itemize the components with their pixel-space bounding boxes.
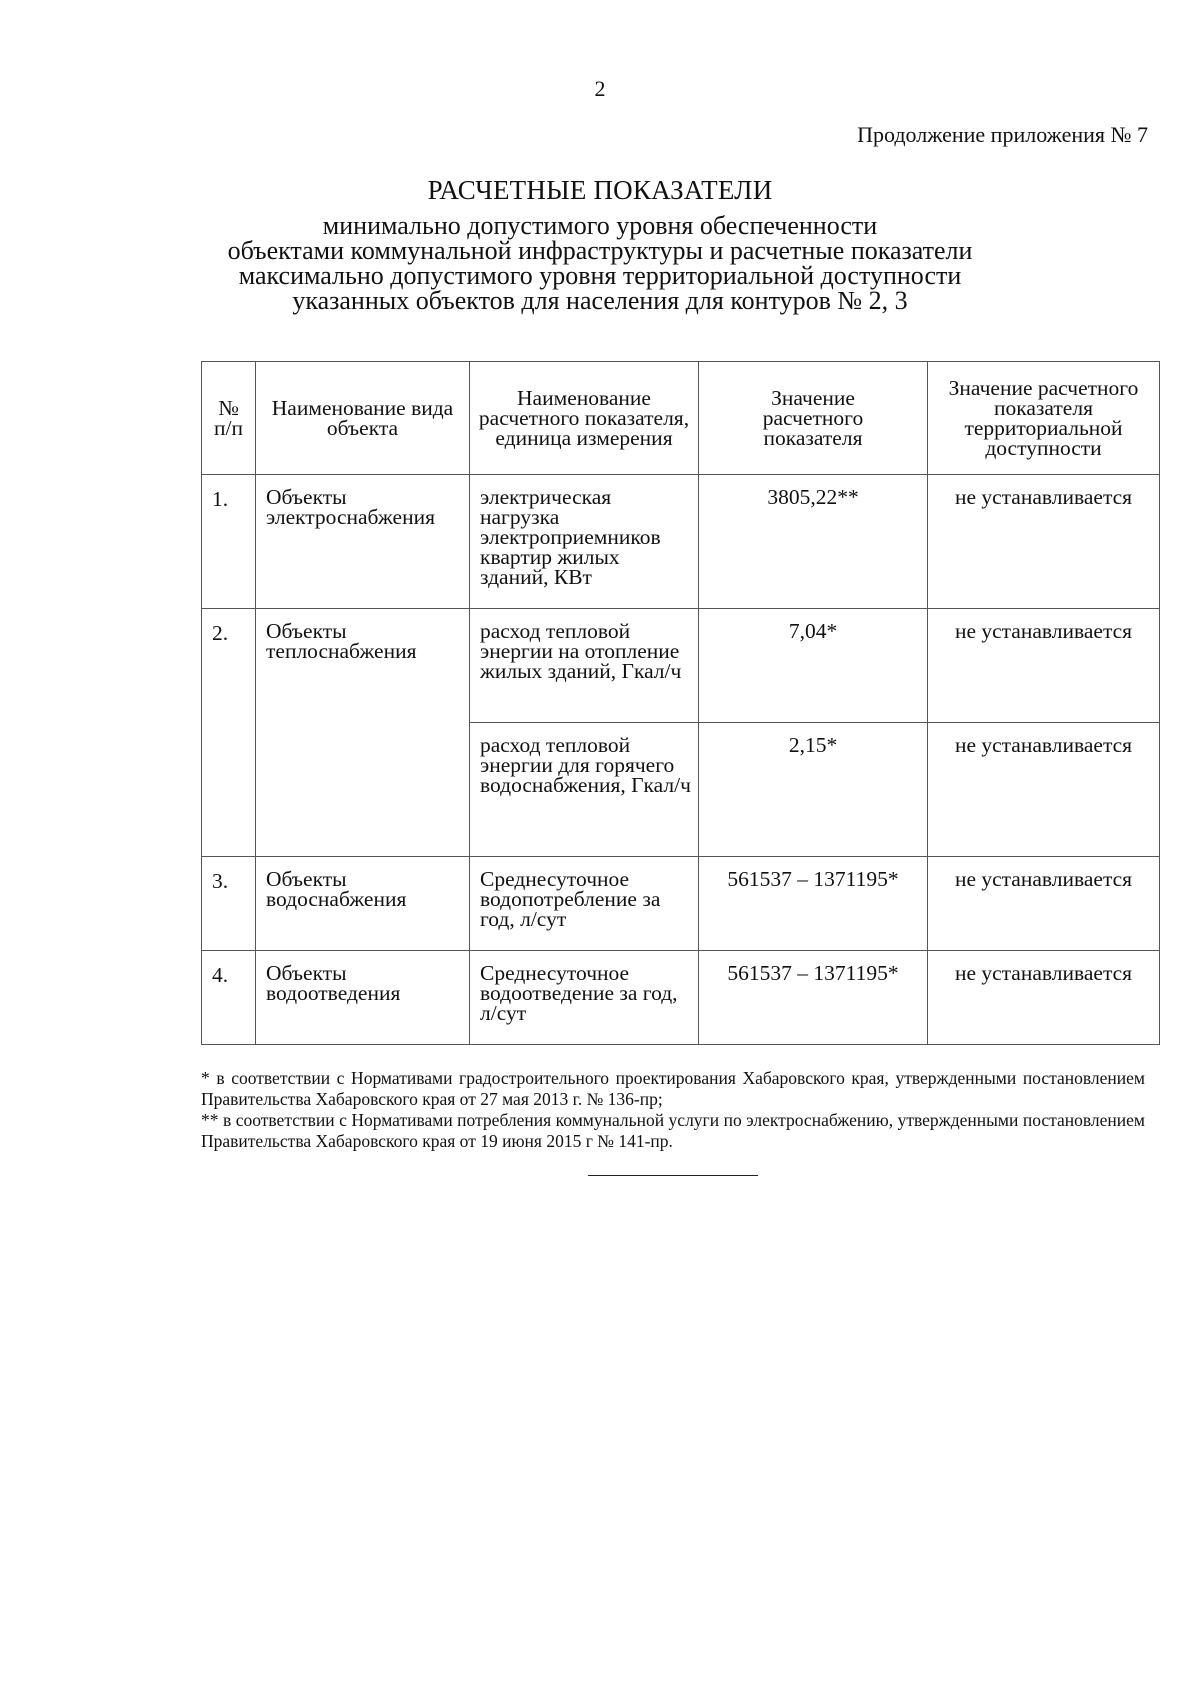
header-accessibility-value: Значение расчетного показателя территориальной доступности <box>928 362 1160 475</box>
indicator-value: 2,15* <box>699 723 928 857</box>
accessibility-value: не устанавливается <box>928 723 1160 857</box>
header-indicator-value: Значение расчетного показателя <box>699 362 928 475</box>
footnote: ** в соответствии с Нормативами потребления коммунальной услуги по электроснабжению, утвержденными постановлением Правительства Хабаровского края от 19 июня 2015 г № 141-пр. <box>201 1110 1145 1151</box>
object-type: Объекты электроснабжения <box>256 475 470 609</box>
subtitle-line: указанных объектов для населения для контуров № 2, 3 <box>292 286 908 315</box>
accessibility-value: не устанавливается <box>928 475 1160 609</box>
row-number: 3. <box>202 857 256 951</box>
object-type: Объекты водоотведения <box>256 951 470 1045</box>
header-indicator-name: Наименование расчетного показателя, единица измерения <box>470 362 699 475</box>
object-type: Объекты водоснабжения <box>256 857 470 951</box>
accessibility-value: не устанавливается <box>928 857 1160 951</box>
footnote: * в соответствии с Нормативами градостроительного проектирования Хабаровского края, утвержденными постановлением Правительства Хабаровского края от 27 мая 2013 г. № 136-пр; <box>201 1068 1145 1109</box>
indicator-name: Среднесуточное водопотребление за год, л/сут <box>470 857 699 951</box>
appendix-note: Продолжение приложения № 7 <box>857 122 1148 147</box>
indicator-value: 7,04* <box>699 609 928 723</box>
table-header-row <box>202 362 1160 475</box>
accessibility-value: не устанавливается <box>928 951 1160 1045</box>
document-subtitle <box>0 213 1200 313</box>
document-title: РАСЧЕТНЫЕ ПОКАЗАТЕЛИ <box>427 175 773 205</box>
indicators-table <box>201 361 1160 1045</box>
indicator-value: 3805,22** <box>699 475 928 609</box>
page-number: 2 <box>594 76 606 101</box>
indicator-value: 561537 – 1371195* <box>699 951 928 1045</box>
row-number: 1. <box>202 475 256 609</box>
indicator-name: электрическая нагрузка электроприемников квартир жилых зданий, КВт <box>470 475 699 609</box>
table-row <box>202 475 1160 609</box>
subtitle-line: максимально допустимого уровня территориальной доступности <box>238 261 962 290</box>
end-divider <box>588 1175 758 1176</box>
header-object-type: Наименование вида объекта <box>256 362 470 475</box>
subtitle-line: минимально допустимого уровня обеспеченности <box>322 211 878 240</box>
indicator-name: расход тепловой энергии для горячего водоснабжения, Гкал/ч <box>470 723 699 857</box>
object-type: Объекты теплоснабжения <box>256 609 470 857</box>
table-row <box>202 951 1160 1045</box>
indicator-name: Среднесуточное водоотведение за год, л/сут <box>470 951 699 1045</box>
indicator-name: расход тепловой энергии на отопление жилых зданий, Гкал/ч <box>470 609 699 723</box>
table-row <box>202 857 1160 951</box>
footnotes <box>201 1068 1145 1152</box>
accessibility-value: не устанавливается <box>928 609 1160 723</box>
row-number: 4. <box>202 951 256 1045</box>
indicator-value: 561537 – 1371195* <box>699 857 928 951</box>
row-number: 2. <box>202 609 256 857</box>
table-row <box>202 609 1160 723</box>
header-number: № п/п <box>202 362 256 475</box>
subtitle-line: объектами коммунальной инфраструктуры и расчетные показатели <box>227 236 973 265</box>
